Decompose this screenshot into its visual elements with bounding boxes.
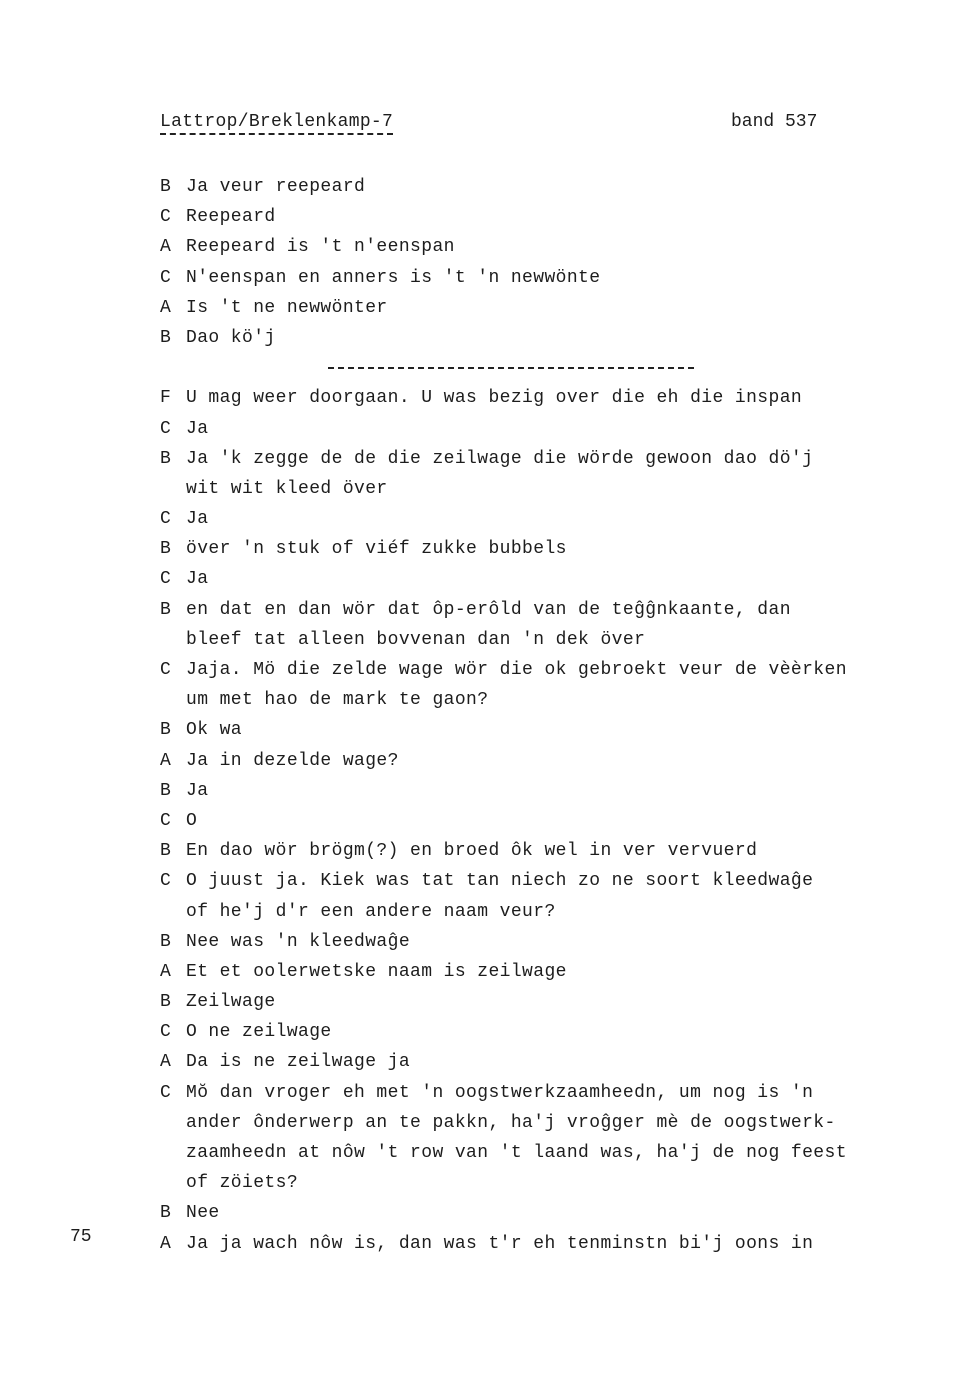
speaker-label: C [160, 660, 171, 680]
transcript-line [160, 927, 950, 957]
speaker-label: C [160, 509, 171, 530]
utterance-text: Ja [186, 569, 209, 590]
speaker-label: C [160, 418, 171, 439]
speaker-label: B [160, 599, 171, 620]
utterance-text: zaamheedn at nôw 't row van 't laand was, ha'j de nog feest [186, 1143, 847, 1163]
speaker-label: B [160, 327, 171, 348]
utterance-text: Da is ne zeilwage ja [186, 1052, 411, 1073]
transcript-line [160, 504, 950, 534]
transcript-line [160, 202, 950, 232]
transcript-line [160, 1017, 950, 1047]
utterance-text: Ja [186, 418, 209, 439]
utterance-text: O [186, 810, 198, 831]
speaker-label: A [160, 237, 171, 258]
speaker-label: B [160, 177, 171, 197]
transcript-line [160, 655, 950, 685]
speaker-label [160, 1168, 186, 1198]
transcript-line [160, 1078, 950, 1108]
utterance-text: of zöiets? [186, 1173, 299, 1194]
utterance-text: Nee [186, 1203, 220, 1224]
utterance-text: Ja ja wach nôw is, dan was t'r eh tenminstn bi'j oons in [186, 1233, 814, 1254]
utterance-text: Jaja. Mö die zelde wage wör die ok gebroekt veur de vèèrken [186, 660, 847, 680]
speaker-label: C [160, 569, 171, 590]
transcript-line [160, 534, 950, 564]
speaker-label: F [160, 388, 171, 409]
transcript-line [160, 1108, 950, 1138]
transcript-line [160, 474, 950, 504]
utterance-text: en dat en dan wör dat ôp-erôld van de teĝĝnkaante, dan [186, 599, 791, 620]
utterance-text: ander ônderwerp an te pakkn, ha'j vroĝger mè de oogstwerk- [186, 1112, 836, 1133]
speaker-label [160, 1138, 186, 1168]
transcript-line [160, 776, 950, 806]
transcript-line [160, 806, 950, 836]
speaker-label: A [160, 750, 171, 771]
transcript-line [160, 414, 950, 444]
utterance-text: O ne zeilwage [186, 1022, 332, 1043]
utterance-text: En dao wör brögm(?) en broed ôk wel in ver vervuerd [186, 841, 758, 862]
speaker-label: C [160, 871, 171, 892]
speaker-label [160, 474, 186, 504]
utterance-text: of he'j d'r een andere naam veur? [186, 901, 556, 922]
document-title [160, 112, 393, 132]
utterance-text: U mag weer doorgaan. U was bezig over die eh die inspan [186, 388, 803, 409]
utterance-text: Nee was 'n kleedwaĝe [186, 931, 411, 952]
speaker-label: A [160, 1233, 171, 1254]
transcript-line [160, 263, 950, 293]
utterance-text: Ja [186, 509, 209, 530]
transcript-line [160, 897, 950, 927]
speaker-label: C [160, 810, 171, 831]
speaker-label: B [160, 841, 171, 862]
transcript-line [160, 866, 950, 896]
speaker-label: A [160, 961, 171, 982]
transcript-line [160, 715, 950, 745]
utterance-text: Mŏ dan vroger eh met 'n oogstwerkzaamheedn, um nog is 'n [186, 1082, 814, 1103]
tape-number: band 537 [731, 112, 818, 132]
transcript-line [160, 172, 950, 202]
speaker-label: B [160, 780, 171, 801]
transcript-line [160, 1229, 950, 1259]
transcript-line [160, 564, 950, 594]
utterance-text: Ja in dezelde wage? [186, 750, 399, 771]
speaker-label: C [160, 207, 171, 228]
transcript-lines [160, 172, 950, 1259]
utterance-text: N'eenspan en anners is 't 'n newwönte [186, 267, 601, 288]
transcript-line [160, 323, 950, 353]
speaker-label: A [160, 1052, 171, 1073]
transcript-line [160, 957, 950, 987]
document-title-text: Lattrop/Breklenkamp-7 [160, 112, 393, 135]
transcript-line [160, 1047, 950, 1077]
utterance-text: Reepeard [186, 207, 276, 228]
utterance-text: Ja veur reepeard [186, 177, 366, 197]
utterance-text: Reepeard is 't n'eenspan [186, 237, 455, 258]
utterance-text: Et et oolerwetske naam is zeilwage [186, 961, 567, 982]
utterance-text: O juust ja. Kiek was tat tan niech zo ne soort kleedwaĝe [186, 871, 814, 892]
transcript-line [160, 383, 950, 413]
transcript-line [160, 1198, 950, 1228]
margin-line-number: 75 [70, 1227, 92, 1247]
speaker-label [160, 1108, 186, 1138]
section-divider [160, 353, 950, 383]
speaker-label [160, 897, 186, 927]
speaker-label [160, 685, 186, 715]
utterance-text: Zeilwage [186, 992, 276, 1013]
utterance-text: wit wit kleed över [186, 478, 388, 499]
speaker-label: B [160, 931, 171, 952]
dashed-rule [328, 367, 694, 369]
utterance-text: Ja 'k zegge de de die zeilwage die wörde gewoon dao dö'j [186, 448, 814, 469]
speaker-label: B [160, 720, 171, 741]
utterance-text: över 'n stuk of viéf zukke bubbels [186, 539, 567, 560]
transcript-line [160, 836, 950, 866]
speaker-label [160, 625, 186, 655]
transcript-line [160, 595, 950, 625]
utterance-text: Ja [186, 780, 209, 801]
transcript-line [160, 293, 950, 323]
transcript-line [160, 1168, 950, 1198]
speaker-label: B [160, 1203, 171, 1224]
speaker-label: C [160, 1022, 171, 1043]
utterance-text: bleef tat alleen bovvenan dan 'n dek över [186, 629, 646, 650]
transcript-line [160, 685, 950, 715]
speaker-label: B [160, 992, 171, 1013]
transcript-line [160, 1138, 950, 1168]
transcript-line [160, 444, 950, 474]
speaker-label: C [160, 1082, 171, 1103]
utterance-text: Dao kö'j [186, 327, 276, 348]
speaker-label: B [160, 448, 171, 469]
transcript-line [160, 625, 950, 655]
speaker-label: C [160, 267, 171, 288]
utterance-text: um met hao de mark te gaon? [186, 690, 489, 711]
utterance-text: Is 't ne newwönter [186, 297, 388, 318]
utterance-text: Ok wa [186, 720, 243, 741]
transcript-line [160, 746, 950, 776]
speaker-label: B [160, 539, 171, 560]
transcript-line [160, 987, 950, 1017]
speaker-label: A [160, 297, 171, 318]
transcript-line [160, 232, 950, 262]
